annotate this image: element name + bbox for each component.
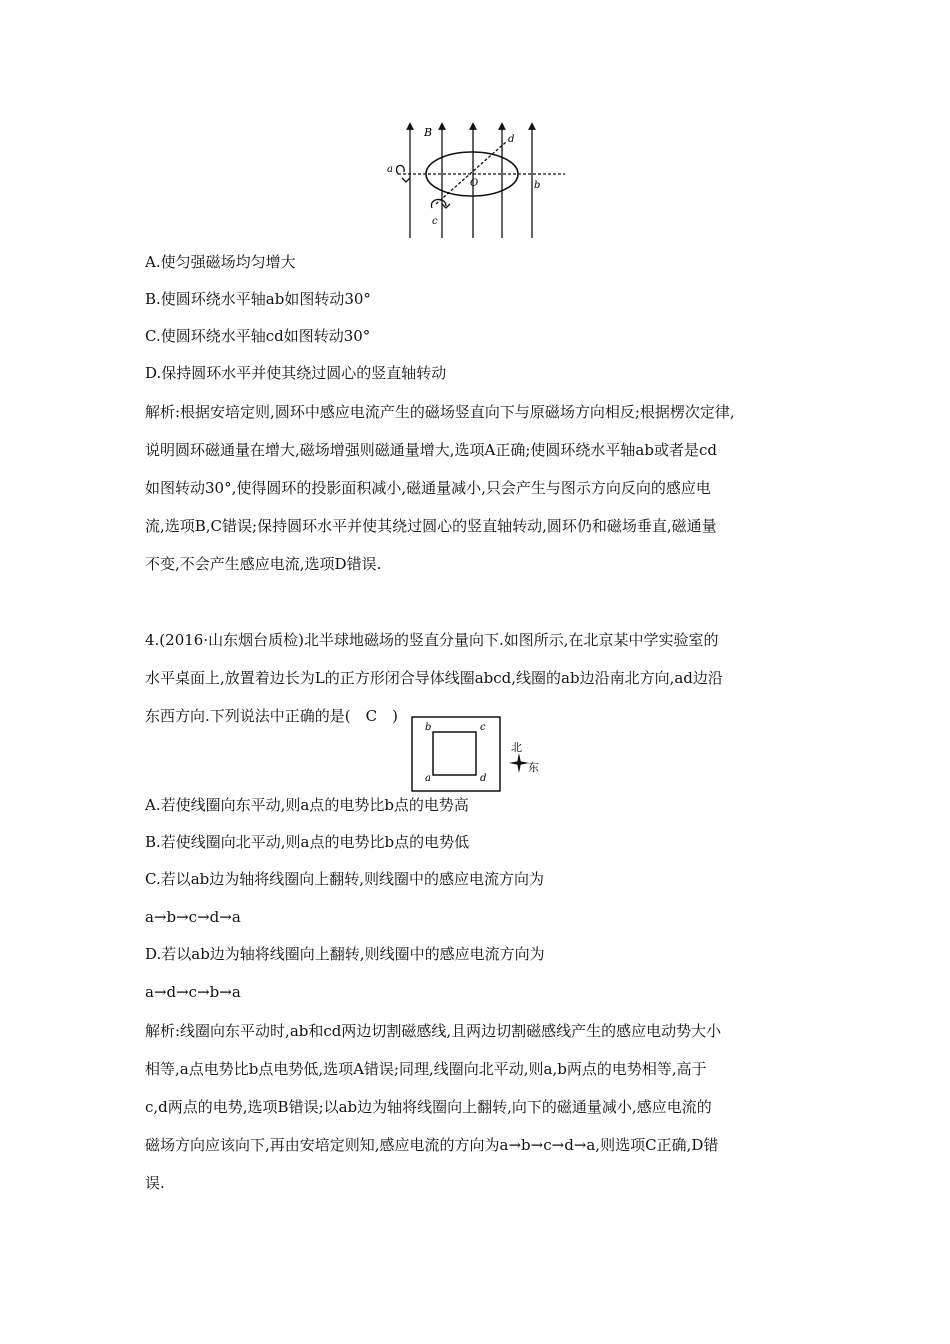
- q4-option-b: B.若使线圈向北平动,则a点的电势比b点的电势低: [145, 833, 470, 851]
- label-b: b: [534, 180, 541, 191]
- q4-analysis-line: 相等,a点电势比b点电势低,选项A错误;同理,线圈向北平动,则a,b两点的电势相等,高于: [145, 1060, 707, 1078]
- q4-analysis-line: c,d两点的电势,选项B错误;以ab边为轴将线圈向上翻转,向下的磁通量减小,感应电流的: [145, 1098, 712, 1116]
- q3-analysis-line: 流,选项B,C错误;保持圆环水平并使其绕过圆心的竖直轴转动,圆环仍和磁场垂直,磁通量: [145, 517, 717, 535]
- label-c: c: [480, 722, 486, 733]
- q3-analysis: [145, 393, 815, 583]
- square-coil-figure: [410, 715, 545, 793]
- q3-option-d: D.保持圆环水平并使其绕过圆心的竖直轴转动: [145, 364, 447, 382]
- label-north: 北: [511, 741, 522, 754]
- label-a: a: [387, 164, 393, 175]
- q4-analysis-line: 解析:线圈向东平动时,ab和cd两边切割磁感线,且两边切割磁感线产生的感应电动势大小: [145, 1022, 722, 1040]
- label-b: b: [425, 722, 432, 733]
- q4-option-d-sequence: a→d→c→b→a: [145, 983, 241, 1001]
- q3-option-a: A.使匀强磁场均匀增大: [145, 253, 296, 271]
- q3-analysis-line: 如图转动30°,使得圆环的投影面积减小,磁通量减小,只会产生与图示方向反向的感应电: [145, 479, 711, 497]
- q4-analysis-line: 误.: [145, 1174, 165, 1192]
- magnetic-ring-figure: [380, 120, 580, 242]
- label-B: B: [424, 126, 433, 139]
- q4-option-a: A.若使线圈向东平动,则a点的电势比b点的电势高: [145, 796, 469, 814]
- q4-stem-line: 4.(2016·山东烟台质检)北半球地磁场的竖直分量向下.如图所示,在北京某中学实验室的: [145, 631, 719, 649]
- q3-analysis-line: 解析:根据安培定则,圆环中感应电流产生的磁场竖直向下与原磁场方向相反;根据楞次定律,: [145, 403, 735, 421]
- q4-analysis: [145, 1012, 815, 1202]
- q4-analysis-line: 磁场方向应该向下,再由安培定则知,感应电流的方向为a→b→c→d→a,则选项C正确,D错: [145, 1136, 719, 1154]
- label-c: c: [432, 216, 438, 227]
- q4-option-d: D.若以ab边为轴将线圈向上翻转,则线圈中的感应电流方向为: [145, 945, 545, 963]
- q3-option-c: C.使圆环绕水平轴cd如图转动30°: [145, 327, 371, 345]
- label-O: O: [470, 178, 479, 189]
- q3-option-b: B.使圆环绕水平轴ab如图转动30°: [145, 290, 371, 308]
- label-east: 东: [528, 761, 539, 774]
- q4-option-c: C.若以ab边为轴将线圈向上翻转,则线圈中的感应电流方向为: [145, 870, 545, 888]
- label-d: d: [508, 134, 515, 145]
- q4-stem-line: 水平桌面上,放置着边长为L的正方形闭合导体线圈abcd,线圈的ab边沿南北方向,ad边沿: [145, 669, 723, 687]
- label-d: d: [480, 773, 487, 784]
- q3-analysis-line: 说明圆环磁通量在增大,磁场增强则磁通量增大,选项A正确;使圆环绕水平轴ab或者是cd: [145, 441, 717, 459]
- q3-analysis-line: 不变,不会产生感应电流,选项D错误.: [145, 555, 382, 573]
- q4-option-c-sequence: a→b→c→d→a: [145, 908, 241, 926]
- q4-stem-line: 东西方向.下列说法中正确的是( C ): [145, 707, 398, 725]
- label-a: a: [425, 773, 431, 784]
